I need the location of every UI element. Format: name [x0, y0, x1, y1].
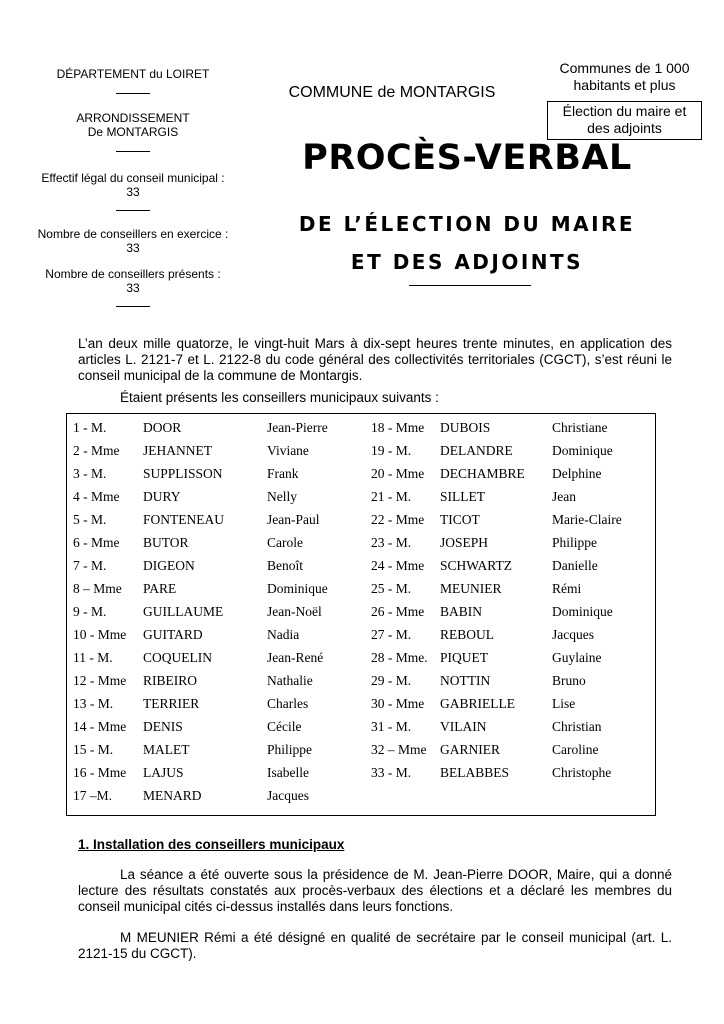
councillor-firstname: Dominique — [552, 604, 613, 619]
communes-note — [547, 60, 702, 94]
arrondissement-name: De MONTARGIS — [87, 125, 179, 139]
table-row — [67, 535, 655, 558]
councillor-number: 28 - Mme. — [371, 650, 428, 665]
effectif-label: Effectif légal du conseil municipal : — [41, 171, 225, 185]
councillor-firstname: Isabelle — [267, 765, 309, 780]
councillor-surname: RIBEIRO — [143, 673, 197, 688]
table-row — [67, 673, 655, 696]
councillor-firstname: Danielle — [552, 558, 598, 573]
councillor-surname: DELANDRE — [440, 443, 513, 458]
councillor-surname: MALET — [143, 742, 190, 757]
commune-title: COMMUNE de MONTARGIS — [288, 84, 496, 101]
councillor-surname: FONTENEAU — [143, 512, 224, 527]
councillor-firstname: Jean-René — [267, 650, 324, 665]
councillor-firstname: Caroline — [552, 742, 599, 757]
councillor-firstname: Rémi — [552, 581, 582, 596]
election-box-line1: Élection du maire et — [562, 103, 687, 119]
councillor-firstname: Jean-Pierre — [267, 420, 328, 435]
councillor-surname: MENARD — [143, 788, 202, 803]
councillor-number: 8 – Mme — [73, 581, 122, 596]
councillor-firstname: Cécile — [267, 719, 302, 734]
councillor-firstname: Bruno — [552, 673, 586, 688]
councillor-surname: SCHWARTZ — [440, 558, 512, 573]
separator — [116, 306, 150, 307]
councillor-number: 6 - Mme — [73, 535, 120, 550]
table-row — [67, 742, 655, 765]
table-row — [67, 581, 655, 604]
councillor-surname: DUBOIS — [440, 420, 491, 435]
councillor-number: 27 - M. — [371, 627, 412, 642]
councillor-surname: VILAIN — [440, 719, 487, 734]
title-rule — [409, 285, 531, 286]
councillor-surname: MEUNIER — [440, 581, 502, 596]
councillor-firstname: Philippe — [267, 742, 313, 757]
councillor-firstname: Lise — [552, 696, 576, 711]
councillor-surname: GUILLAUME — [143, 604, 224, 619]
councillor-surname: JOSEPH — [440, 535, 489, 550]
secretary-paragraph: M MEUNIER Rémi a été désigné en qualité de secrétaire par le conseil municipal (art. L. 2121-15 du CGCT). — [78, 930, 672, 961]
councillor-number: 2 - Mme — [73, 443, 120, 458]
table-row — [67, 443, 655, 466]
councillor-number: 22 - Mme — [371, 512, 425, 527]
intro-paragraph: L’an deux mille quatorze, le vingt-huit Mars à dix-sept heures trente minutes, en application des articles L. 2121-7 et L. 2122-8 du code général des collectivités territoriales (CGCT), s’est réuni le conseil municipal de la commune de Montargis. — [78, 336, 672, 383]
councillor-firstname: Philippe — [552, 535, 598, 550]
councillor-firstname: Guylaine — [552, 650, 602, 665]
councillor-number: 25 - M. — [371, 581, 412, 596]
councillor-firstname: Frank — [267, 466, 299, 481]
separator — [116, 151, 150, 152]
departement-label: DÉPARTEMENT du LOIRET — [56, 67, 210, 81]
subtitle-line1: DE L’ÉLECTION DU MAIRE — [298, 212, 636, 236]
councillor-firstname: Nadia — [267, 627, 300, 642]
councillor-surname: PIQUET — [440, 650, 488, 665]
election-box-line2: des adjoints — [587, 120, 662, 136]
councillor-surname: LAJUS — [143, 765, 184, 780]
councillor-surname: REBOUL — [440, 627, 494, 642]
election-box — [547, 101, 702, 140]
councillor-number: 11 - M. — [73, 650, 113, 665]
councillor-surname: SUPPLISSON — [143, 466, 223, 481]
present-label: Étaient présents les conseillers municipaux suivants : — [120, 390, 439, 405]
councillors-table — [66, 413, 656, 816]
separator — [116, 93, 150, 94]
councillor-surname: DOOR — [143, 420, 182, 435]
councillor-surname: DIGEON — [143, 558, 195, 573]
councillor-firstname: Jean-Noël — [267, 604, 322, 619]
table-row — [67, 788, 655, 811]
communes-note-line2: habitants et plus — [573, 77, 676, 93]
councillor-firstname: Marie-Claire — [552, 512, 622, 527]
councillor-number: 17 –M. — [73, 788, 113, 803]
subtitle-line2: ET DES ADJOINTS — [350, 250, 584, 274]
arrondissement-label: ARRONDISSEMENT — [76, 111, 190, 125]
councillor-surname: NOTTIN — [440, 673, 491, 688]
presents-label: Nombre de conseillers présents : — [45, 267, 221, 281]
councillor-firstname: Jacques — [552, 627, 594, 642]
councillor-surname: GARNIER — [440, 742, 500, 757]
councillor-number: 21 - M. — [371, 489, 412, 504]
councillor-firstname: Dominique — [552, 443, 613, 458]
councillor-firstname: Dominique — [267, 581, 328, 596]
presents-value: 33 — [126, 281, 140, 295]
councillor-firstname: Jean — [552, 489, 576, 504]
councillor-number: 4 - Mme — [73, 489, 120, 504]
councillor-number: 16 - Mme — [73, 765, 127, 780]
table-row — [67, 765, 655, 788]
table-row — [67, 466, 655, 489]
table-row — [67, 604, 655, 627]
section-paragraph: La séance a été ouverte sous la présidence de M. Jean-Pierre DOOR, Maire, qui a donné lecture des résultats constatés aux procès-verbaux des élections et a déclaré les membres du conseil municipal cités ci-dessus installés dans leurs fonctions. — [78, 867, 672, 914]
effectif-value: 33 — [126, 185, 140, 199]
councillor-number: 23 - M. — [371, 535, 412, 550]
table-row — [67, 489, 655, 512]
councillor-number: 7 - M. — [73, 558, 107, 573]
councillor-firstname: Jacques — [267, 788, 309, 803]
councillor-number: 10 - Mme — [73, 627, 127, 642]
communes-note-line1: Communes de 1 000 — [559, 60, 690, 76]
table-row — [67, 650, 655, 673]
councillor-number: 14 - Mme — [73, 719, 127, 734]
councillor-number: 26 - Mme — [371, 604, 425, 619]
councillor-number: 18 - Mme — [371, 420, 425, 435]
separator — [116, 210, 150, 211]
councillor-number: 1 - M. — [73, 420, 107, 435]
councillor-firstname: Charles — [267, 696, 309, 711]
councillor-surname: DENIS — [143, 719, 183, 734]
councillor-surname: DECHAMBRE — [440, 466, 525, 481]
councillor-surname: COQUELIN — [143, 650, 212, 665]
councillor-surname: GUITARD — [143, 627, 203, 642]
councillor-surname: GABRIELLE — [440, 696, 515, 711]
councillor-number: 31 - M. — [371, 719, 412, 734]
councillor-surname: PARE — [143, 581, 177, 596]
councillor-surname: SILLET — [440, 489, 485, 504]
councillor-surname: TICOT — [440, 512, 480, 527]
councillor-firstname: Delphine — [552, 466, 602, 481]
councillor-number: 5 - M. — [73, 512, 107, 527]
councillor-firstname: Christophe — [552, 765, 612, 780]
table-row — [67, 696, 655, 719]
councillor-number: 33 - M. — [371, 765, 412, 780]
councillor-surname: BABIN — [440, 604, 483, 619]
table-row — [67, 512, 655, 535]
councillor-surname: TERRIER — [143, 696, 200, 711]
councillor-surname: JEHANNET — [143, 443, 212, 458]
exercice-value: 33 — [126, 241, 140, 255]
councillor-number: 12 - Mme — [73, 673, 127, 688]
councillor-surname: DURY — [143, 489, 181, 504]
councillor-firstname: Nathalie — [267, 673, 313, 688]
councillor-firstname: Christian — [552, 719, 602, 734]
councillor-number: 19 - M. — [371, 443, 412, 458]
councillor-number: 24 - Mme — [371, 558, 425, 573]
section-title: 1. Installation des conseillers municipaux — [78, 837, 345, 852]
councillor-firstname: Benoît — [267, 558, 303, 573]
table-row — [67, 719, 655, 742]
councillor-number: 15 - M. — [73, 742, 114, 757]
table-row — [67, 420, 655, 443]
councillor-surname: BELABBES — [440, 765, 510, 780]
table-row — [67, 558, 655, 581]
councillor-number: 32 – Mme — [371, 742, 427, 757]
table-row — [67, 627, 655, 650]
councillor-number: 29 - M. — [371, 673, 412, 688]
councillor-number: 30 - Mme — [371, 696, 425, 711]
councillor-firstname: Nelly — [267, 489, 297, 504]
councillor-number: 20 - Mme — [371, 466, 425, 481]
councillor-number: 13 - M. — [73, 696, 114, 711]
councillor-firstname: Christiane — [552, 420, 608, 435]
councillor-surname: BUTOR — [143, 535, 189, 550]
councillor-firstname: Carole — [267, 535, 303, 550]
page-title: PROCÈS-VERBAL — [302, 138, 632, 178]
councillor-number: 9 - M. — [73, 604, 107, 619]
councillor-firstname: Jean-Paul — [267, 512, 320, 527]
exercice-label: Nombre de conseillers en exercice : — [37, 227, 229, 241]
councillor-firstname: Viviane — [267, 443, 309, 458]
councillor-number: 3 - M. — [73, 466, 107, 481]
